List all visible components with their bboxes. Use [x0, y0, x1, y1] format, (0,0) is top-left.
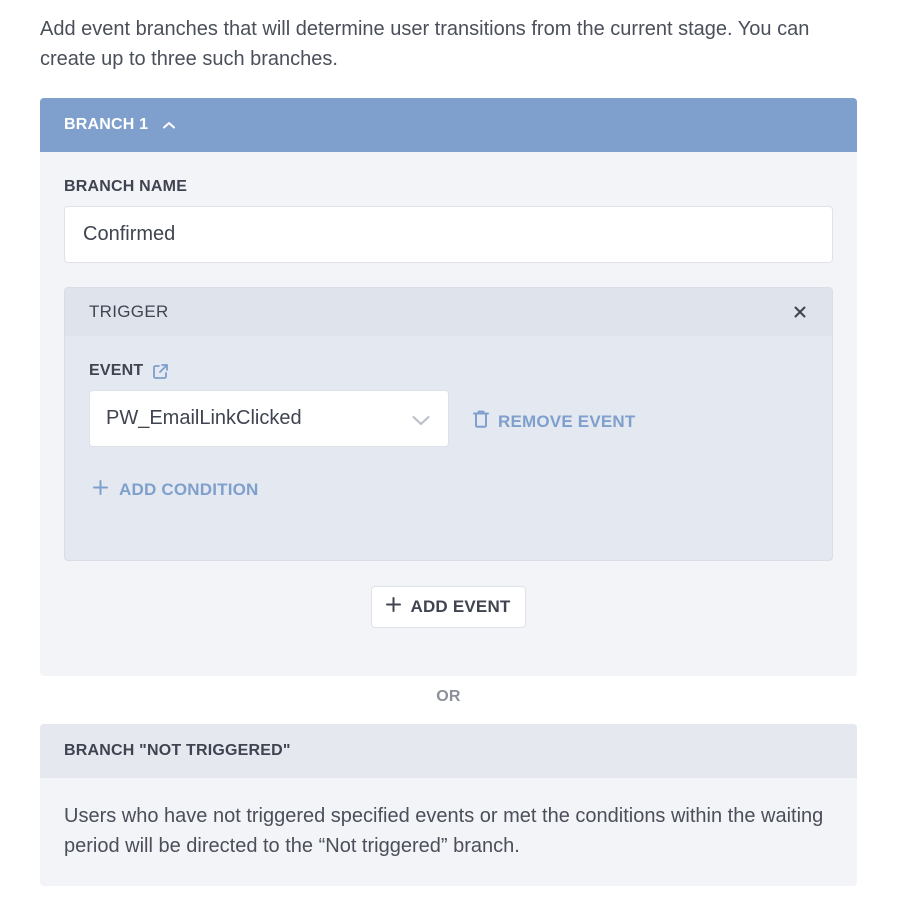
add-condition-button[interactable] [93, 480, 259, 500]
external-link-icon[interactable] [152, 363, 169, 380]
event-select[interactable] [89, 390, 449, 447]
intro-text: Add event branches that will determine user transitions from the current stage. You can create up to three such branches. [40, 18, 810, 70]
plus-icon [386, 597, 401, 617]
event-select-value: PW_EmailLinkClicked [106, 407, 302, 429]
remove-event-label: REMOVE EVENT [498, 411, 636, 431]
trigger-title: TRIGGER [89, 302, 169, 321]
trash-icon [473, 410, 489, 433]
add-event-label: ADD EVENT [410, 597, 511, 616]
event-label-row [89, 362, 169, 380]
plus-icon [93, 480, 108, 500]
trigger-panel [64, 287, 833, 561]
not-triggered-panel [40, 724, 857, 886]
or-separator: OR [436, 688, 461, 705]
event-label: EVENT [89, 362, 144, 379]
add-condition-label: ADD CONDITION [119, 480, 259, 499]
branch-panel [40, 98, 857, 676]
remove-event-button[interactable] [473, 410, 635, 433]
branch-name-label: BRANCH NAME [64, 178, 188, 195]
chevron-down-icon [412, 413, 430, 431]
branch-name-input[interactable] [64, 206, 833, 263]
not-triggered-description: Users who have not triggered specified events or met the conditions within the waiting period will be directed to the “Not triggered” branch. [64, 805, 824, 857]
close-icon[interactable] [794, 305, 806, 323]
chevron-up-icon[interactable] [162, 120, 176, 130]
not-triggered-title: BRANCH "NOT TRIGGERED" [64, 742, 291, 759]
trigger-header [65, 288, 832, 336]
branch-title: BRANCH 1 [64, 116, 149, 133]
branch-header[interactable] [40, 98, 857, 152]
not-triggered-header [40, 724, 857, 778]
add-event-button[interactable] [371, 586, 526, 628]
